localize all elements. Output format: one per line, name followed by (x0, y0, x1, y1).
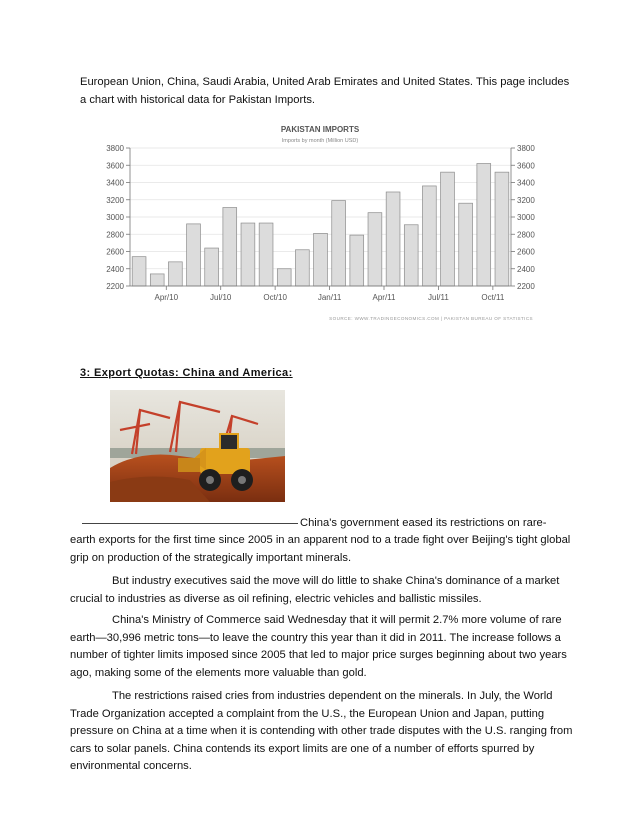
bar (168, 262, 182, 286)
bar (332, 201, 346, 286)
x-tick-label: Oct/10 (263, 293, 287, 302)
bar (368, 213, 382, 286)
paragraph-1: earth exports for the first time since 2005 in an apparent nod to a trade fight over Beijing's tight global grip on production of the strategically important minerals. (70, 534, 571, 564)
bar (295, 250, 309, 286)
x-tick-label: Jan/11 (317, 293, 342, 302)
y-tick-label-left: 3000 (106, 213, 124, 222)
x-tick-label: Apr/11 (372, 293, 396, 302)
mining-photo (110, 390, 285, 502)
y-tick-label-right: 3200 (517, 195, 535, 205)
x-tick-label: Jul/10 (210, 293, 232, 302)
y-tick-label-right: 2400 (517, 264, 535, 274)
bar (495, 172, 509, 286)
y-tick-label-right: 2800 (517, 230, 535, 240)
bar (259, 223, 273, 286)
bar (422, 186, 436, 286)
y-tick-label-right: 3600 (517, 161, 535, 171)
y-tick-label-right: 2600 (517, 247, 535, 257)
y-tick-label-left: 3600 (106, 161, 124, 171)
bar (187, 224, 201, 286)
chart-subtitle: Imports by month (Million USD) (281, 138, 359, 144)
y-tick-label-right: 3000 (517, 213, 535, 222)
bar (404, 225, 418, 286)
y-tick-label-left: 2800 (106, 230, 124, 240)
y-tick-label-left: 3200 (106, 195, 124, 205)
bar (441, 172, 455, 286)
x-tick-label: Apr/10 (154, 293, 179, 302)
y-tick-label-left: 2200 (106, 282, 124, 291)
chart-source: SOURCE: WWW.TRADINGECONOMICS.COM | PAKISTAN BUREAU OF STATISTICS (329, 316, 533, 321)
photo-caption-rule (82, 523, 298, 524)
bar (477, 164, 491, 286)
section-heading: 3: Export Quotas: China and America: (80, 367, 293, 379)
chart-svg (88, 118, 548, 328)
paragraph-4: The restrictions raised cries from industries dependent on the minerals. In July, the World Trade Organization accepted a complaint from the U.S., the European Union and Japan, putting pressure on China at a time when it is contending with other trade disputes with the U.S. ranging from cars to solar panels. China contends its export limits are one of a number of efforts spurred by environmental concerns. (70, 690, 573, 772)
paragraph-2: But industry executives said the move will do little to shake China's dominance of a market crucial to industries as diverse as oil refining, electric vehicles and ballistic missiles. (70, 575, 560, 605)
paragraph-1-start: China's government eased its restrictions on rare- (300, 517, 547, 529)
bar (205, 248, 219, 286)
paragraph-3: China's Ministry of Commerce said Wednesday that it will permit 2.7% more volume of rare earth—30,996 metric tons—to leave the country this year than it did in 2011. The increase follows a number of tighter limits imposed since 2005 that led to major price surges beginning about two years ago, making some of the elements more valuable than gold. (70, 614, 567, 679)
y-tick-label-right: 3800 (517, 144, 535, 153)
intro-paragraph: European Union, China, Saudi Arabia, United Arab Emirates and United States. This page includes a chart with historical data for Pakistan Imports. (80, 76, 570, 106)
y-tick-label-left: 2600 (106, 247, 124, 257)
y-tick-label-left: 3800 (106, 144, 124, 153)
y-tick-label-right: 3400 (517, 178, 535, 188)
bar (386, 192, 400, 286)
y-tick-label-right: 2200 (517, 282, 535, 291)
bars (132, 164, 509, 286)
y-tick-label-left: 2400 (106, 264, 124, 274)
bar (241, 223, 255, 286)
bar (132, 257, 146, 286)
bar (459, 203, 473, 286)
bar (223, 208, 237, 286)
bar (277, 269, 291, 286)
x-tick-label: Oct/11 (481, 293, 505, 302)
chart-title: PAKISTAN IMPORTS (280, 125, 360, 134)
bar (150, 274, 164, 286)
x-tick-label: Jul/11 (428, 293, 449, 302)
pakistan-imports-chart (88, 118, 548, 328)
y-tick-label-left: 3400 (106, 178, 124, 188)
bar (314, 233, 328, 286)
bar (350, 235, 364, 286)
